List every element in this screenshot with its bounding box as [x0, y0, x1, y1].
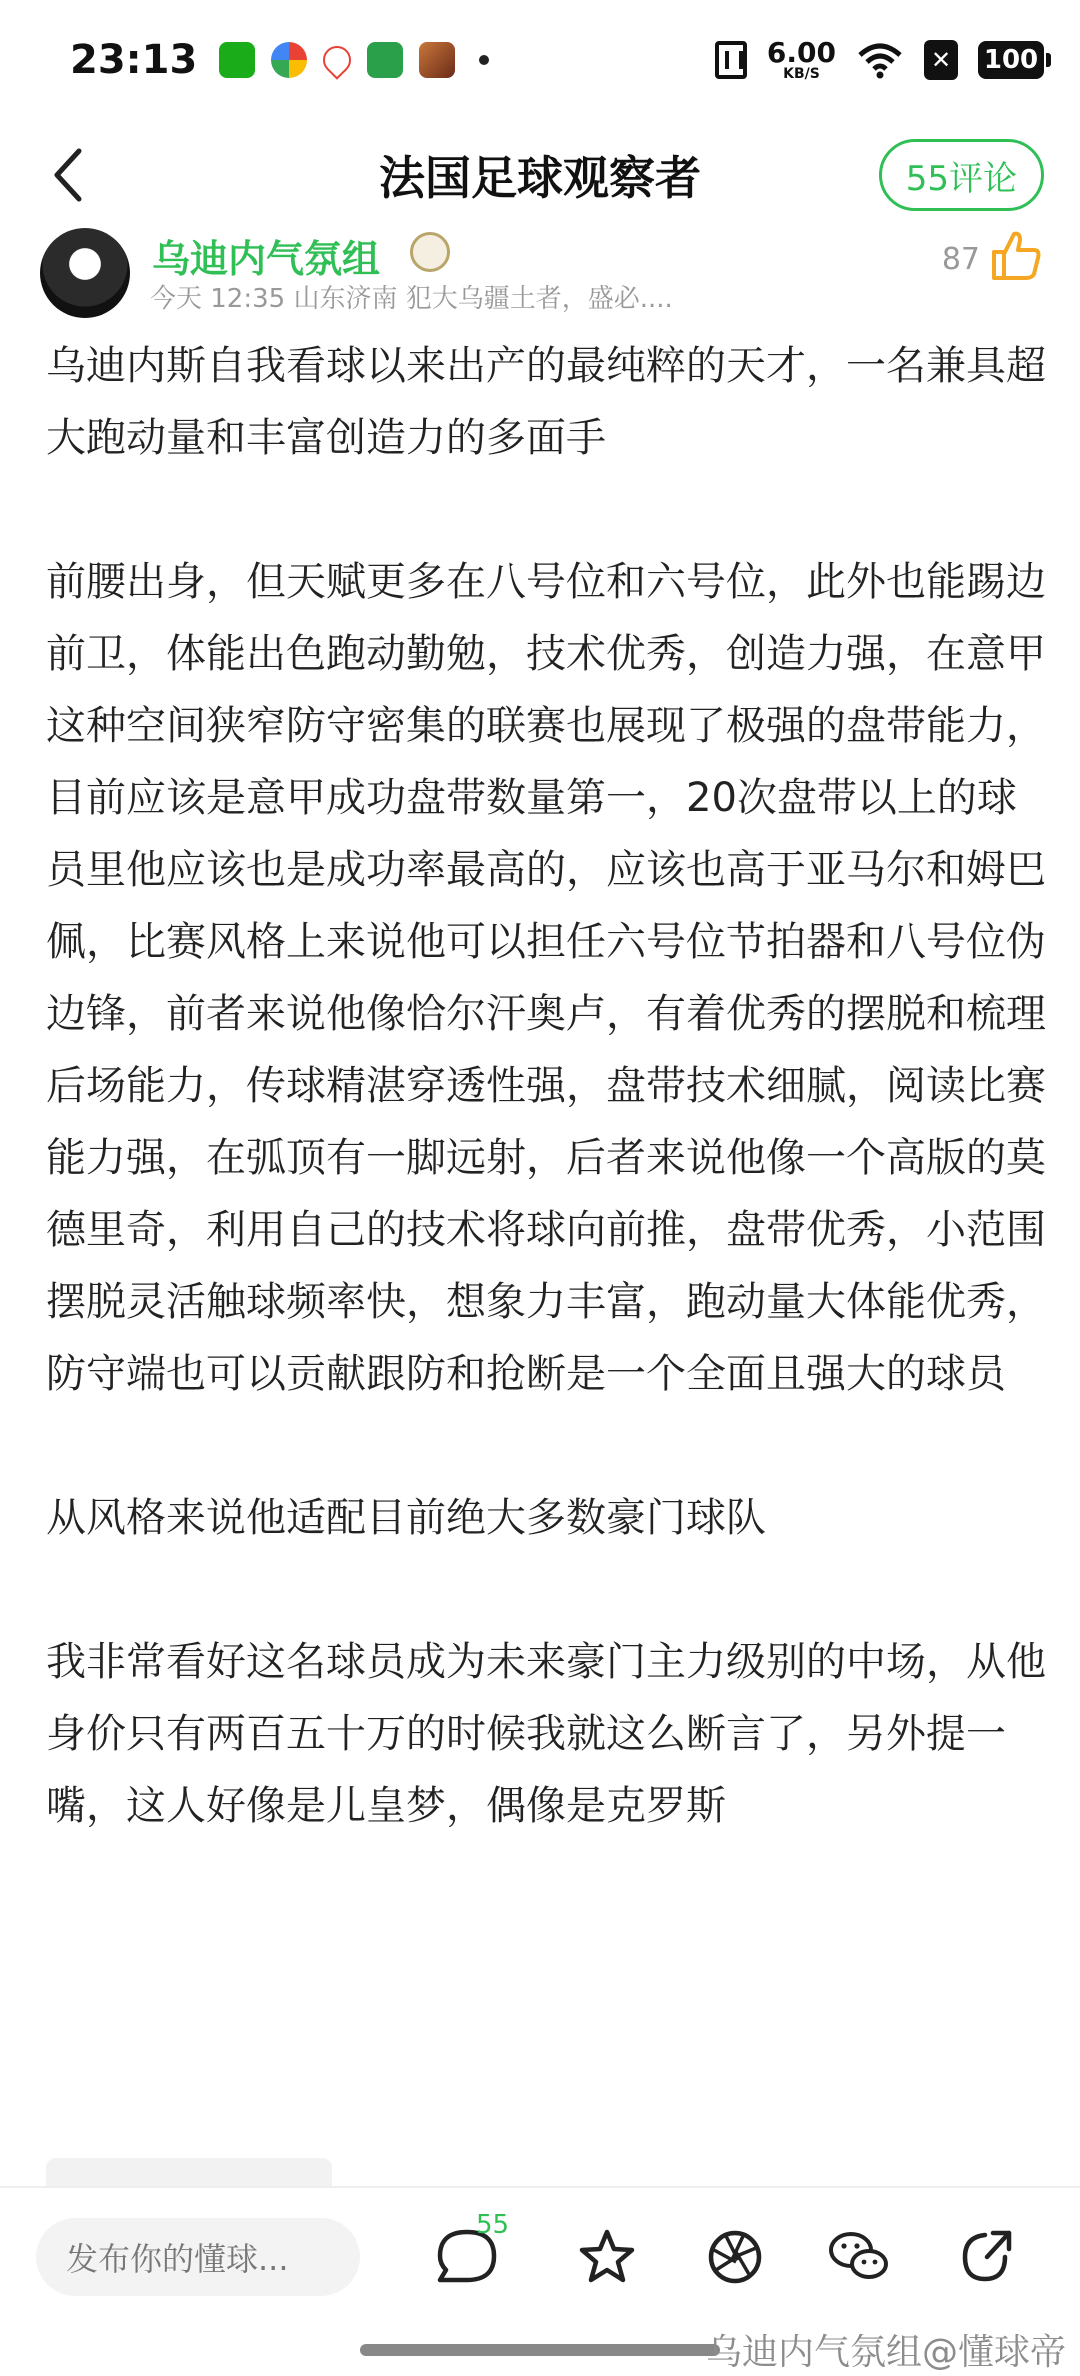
- wechat-share-button[interactable]: [824, 2222, 894, 2292]
- multicolor-app-icon: [271, 42, 307, 78]
- status-time: 23:13: [70, 37, 198, 83]
- aperture-icon: [706, 2228, 764, 2286]
- notification-icons: [219, 42, 489, 78]
- no-sim-icon: ✕: [924, 40, 958, 80]
- comments-button[interactable]: 55评论: [879, 139, 1044, 211]
- topic-tag[interactable]: [46, 2158, 332, 2188]
- nfc-icon: [715, 41, 747, 79]
- more-notifications-dot: [479, 55, 489, 65]
- top-nav: [0, 125, 1080, 225]
- post-content: [46, 330, 1046, 1914]
- home-indicator[interactable]: [360, 2344, 720, 2356]
- wifi-icon: [856, 41, 904, 79]
- back-button[interactable]: [38, 145, 98, 205]
- network-speed: [766, 36, 836, 82]
- system-status: [715, 36, 1044, 82]
- oppo-app-icon: [367, 42, 403, 78]
- post-author-row: [0, 228, 1080, 318]
- thumbs-up-icon[interactable]: [988, 228, 1044, 284]
- post-paragraph: 前腰出身，但天赋更多在八号位和六号位，此外也能踢边前卫，体能出色跑动勤勉，技术优秀，创造力强，在意甲这种空间狭窄防守密集的联赛也展现了极强的盘带能力，目前应该是意甲成功盘带数量第一，20次盘带以上的球员里他应该也是成功率最高的，应该也高于亚马尔和姆巴佩，比赛风格上来说他可以担任六号位节拍器和八号位伪边锋，前者来说他像恰尔汗奥卢，有着优秀的摆脱和梳理后场能力，传球精湛穿透性强，盘带技术细腻，阅读比赛能力强，在弧顶有一脚远射，后者来说他像一个高版的莫德里奇，利用自己的技术将球向前推，盘带优秀，小范围摆脱灵活触球频率快，想象力丰富，跑动量大体能优秀，防守端也可以贡献跟防和抢断是一个全面且强大的球员: [46, 559, 1046, 1397]
- reply-input[interactable]: 发布你的懂球...: [36, 2218, 360, 2296]
- post-paragraph: 我非常看好这名球员成为未来豪门主力级别的中场，从他身价只有两百五十万的时候我就这么断言了，另外提一嘴，这人好像是儿皇梦，偶像是克罗斯: [46, 1639, 1046, 1829]
- status-bar: [0, 0, 1080, 120]
- wechat-icon: [827, 2228, 891, 2286]
- avatar[interactable]: [40, 228, 130, 318]
- like-count: 87: [941, 242, 980, 277]
- battery-icon: 100: [978, 41, 1044, 79]
- wechat-pay-icon: [219, 42, 255, 78]
- post-meta: 今天 12:35 山东济南 犯大乌疆土者，盛必....: [150, 284, 673, 314]
- star-icon: [577, 2227, 637, 2287]
- page-title: 法国足球观察者: [379, 151, 701, 205]
- favorite-button[interactable]: [572, 2222, 642, 2292]
- chevron-left-icon: [51, 147, 85, 203]
- share-button[interactable]: [952, 2222, 1022, 2292]
- author-name[interactable]: 乌迪内气氛组: [152, 237, 381, 281]
- network-speed-value: 6.00: [766, 36, 836, 69]
- map-pin-app-icon: [318, 40, 358, 80]
- share-arrow-icon: [957, 2227, 1017, 2287]
- bottom-action-bar: [0, 2186, 1080, 2376]
- badge-icon: [410, 232, 450, 272]
- post-paragraph: 从风格来说他适配目前绝大多数豪门球队: [46, 1495, 766, 1541]
- comment-count-badge: 55: [476, 2210, 510, 2240]
- moments-share-button[interactable]: [700, 2222, 770, 2292]
- post-paragraph: 乌迪内斯自我看球以来出产的最纯粹的天才，一名兼具超大跑动量和丰富创造力的多面手: [46, 343, 1046, 461]
- network-speed-unit: KB/S: [783, 66, 820, 82]
- game-avatar-icon: [419, 42, 455, 78]
- watermark: 乌迪内气氛组@懂球帝: [705, 2332, 1066, 2373]
